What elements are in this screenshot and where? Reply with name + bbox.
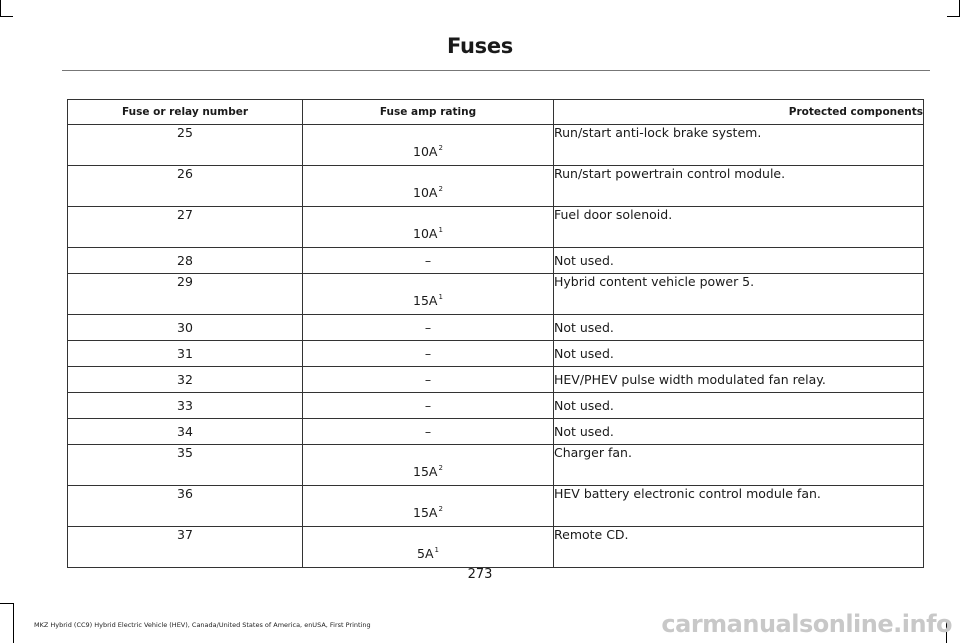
table-row [68,166,924,207]
fuse-rating-cell [303,419,554,445]
fuse-rating-cell [303,274,554,315]
fuse-rating: 15A [413,505,438,520]
fuse-number: 26 [68,166,303,207]
fuse-rating: 15A [413,293,438,308]
table-row [68,419,924,445]
fuse-rating: – [424,424,432,439]
protected-component: Not used. [554,341,924,367]
fuse-rating: 10A [413,185,438,200]
fuse-number: 28 [68,248,303,274]
crop-mark [13,603,14,643]
table-row [68,393,924,419]
column-header: Protected components [554,100,924,125]
fuse-rating: – [424,253,432,268]
footnote-marker: 1 [434,546,439,554]
fuse-number: 30 [68,315,303,341]
crop-mark [0,0,1,16]
protected-component: Remote CD. [554,527,924,568]
fuse-number: 37 [68,527,303,568]
table-row [68,315,924,341]
fuse-table [67,99,924,568]
protected-component: Not used. [554,315,924,341]
column-header: Fuse amp rating [303,100,554,125]
fuse-rating: 10A [413,144,438,159]
fuse-number: 31 [68,341,303,367]
fuse-number: 33 [68,393,303,419]
header-divider [62,70,930,71]
fuse-rating: – [424,372,432,387]
fuse-rating-cell [303,486,554,527]
fuse-rating-cell [303,393,554,419]
table-row [68,207,924,248]
page-title: Fuses [447,34,513,58]
fuse-rating: – [424,320,432,335]
protected-component: Not used. [554,393,924,419]
protected-component: HEV battery electronic control module fan. [554,486,924,527]
fuse-rating-cell [303,315,554,341]
protected-component: Run/start anti-lock brake system. [554,125,924,166]
table-row [68,248,924,274]
footnote-marker: 1 [438,293,443,301]
fuse-number: 27 [68,207,303,248]
fuse-rating-cell [303,166,554,207]
fuse-rating: 10A [413,226,438,241]
table-row [68,341,924,367]
protected-component: Charger fan. [554,445,924,486]
protected-component: Fuel door solenoid. [554,207,924,248]
crop-mark [947,16,960,17]
table-header-row [68,100,924,125]
protected-component: Run/start powertrain control module. [554,166,924,207]
fuse-rating-cell [303,527,554,568]
fuse-number: 32 [68,367,303,393]
fuse-rating-cell [303,367,554,393]
table-row [68,445,924,486]
fuse-number: 35 [68,445,303,486]
fuse-rating-cell [303,341,554,367]
fuse-rating: – [424,346,432,361]
protected-component: Hybrid content vehicle power 5. [554,274,924,315]
page-number: 273 [467,567,493,582]
fuse-number: 34 [68,419,303,445]
protected-component: Not used. [554,419,924,445]
fuse-rating: 5A [417,546,434,561]
column-header: Fuse or relay number [68,100,303,125]
fuse-number: 25 [68,125,303,166]
fuse-rating-cell [303,248,554,274]
fuse-number: 29 [68,274,303,315]
watermark: carmanualsonline.info [661,610,952,638]
footnote-marker: 1 [438,226,443,234]
fuse-number: 36 [68,486,303,527]
fuse-rating-cell [303,445,554,486]
protected-component: Not used. [554,248,924,274]
table-row [68,125,924,166]
fuse-rating-cell [303,207,554,248]
footer-text: MKZ Hybrid (CC9) Hybrid Electric Vehicle (HEV), Canada/United States of America, enUSA, First Printing [34,621,371,629]
footnote-marker: 2 [438,185,443,193]
protected-component: HEV/PHEV pulse width modulated fan relay. [554,367,924,393]
table-row [68,274,924,315]
footnote-marker: 2 [438,464,443,472]
table-row [68,527,924,568]
fuse-rating-cell [303,125,554,166]
table-row [68,486,924,527]
crop-mark [0,603,13,604]
footnote-marker: 2 [438,144,443,152]
fuse-rating: – [424,398,432,413]
table-row [68,367,924,393]
footnote-marker: 2 [438,505,443,513]
fuse-rating: 15A [413,464,438,479]
crop-mark [0,16,13,17]
